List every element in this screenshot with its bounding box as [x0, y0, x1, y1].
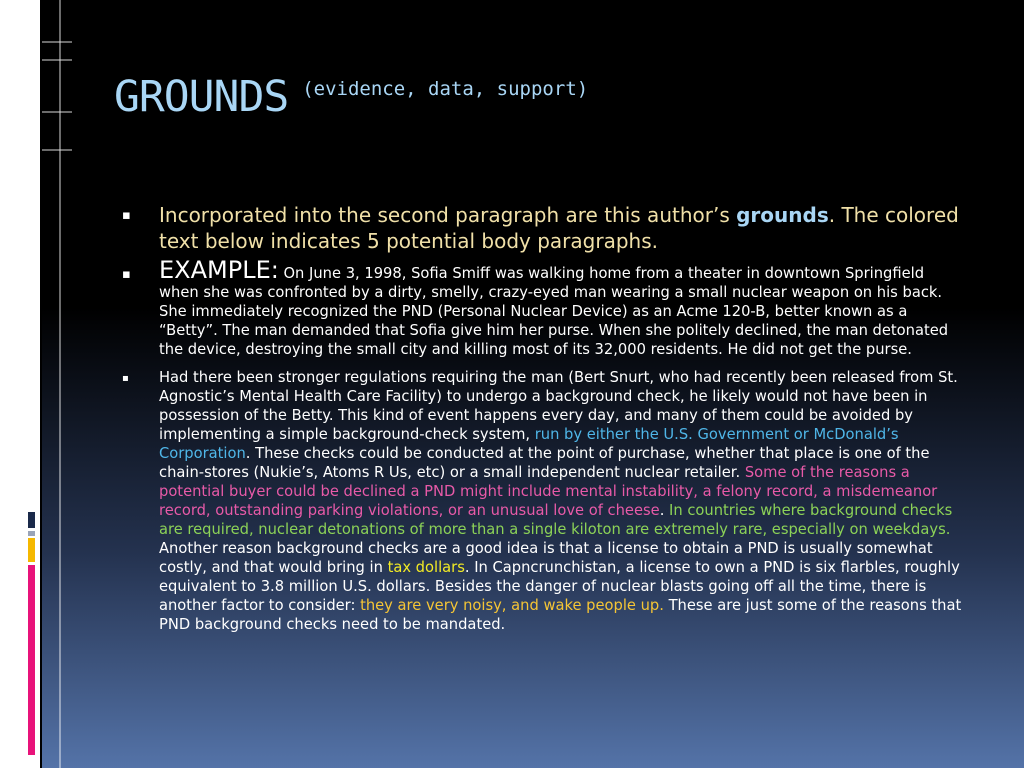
segment-text: .: [659, 502, 670, 519]
title-subtitle: (evidence, data, support): [302, 78, 589, 100]
segment-body-paragraph-3: In countries where background checks are required, nuclear detonations of more than a single kiloton are extremely rare, especially on weekdays.: [159, 502, 953, 538]
bullet-marker-icon: ▪: [122, 267, 131, 282]
bullet-list: [122, 202, 962, 634]
bullet-example: [122, 256, 962, 359]
segment-body-paragraph-1: run by either the U.S. Government or McDonald’s Corporation: [159, 426, 899, 462]
bullet1-text-before: Incorporated into the second paragraph are this author’s: [159, 203, 737, 227]
segment-body-paragraph-2: Some of the reasons a potential buyer could be declined a PND might include mental instability, a felony record, a misdemeanor record, outstanding parking violations, or an unusual love of cheese: [159, 464, 938, 519]
bullet-grounds-intro: [122, 202, 962, 254]
bullet-marker-icon: ▪: [122, 208, 131, 223]
example-label: EXAMPLE:: [159, 256, 279, 284]
deco-bar-navy: [28, 512, 35, 528]
bullet-marker-icon: ▪: [122, 373, 129, 384]
deco-bar-yellow: [28, 538, 35, 562]
title-main: GROUNDS: [114, 72, 289, 122]
slide-title: [114, 72, 588, 122]
bullet1-highlight: grounds: [736, 203, 829, 227]
segment-text: . In Capncrunchistan, a license to own a PND is six flarbles, roughly equivalent to 3.8 million U.S. dollars. Besides the danger of nuclear blasts going off all the time, there is another factor to consider:: [159, 559, 960, 614]
segment-body-paragraph-4: tax dollars: [387, 559, 465, 576]
segment-text: . These checks could be conducted at the point of purchase, whether that place is one of the chain-stores (Nukie’s, Atoms R Us, etc) or a small independent nuclear retailer.: [159, 445, 930, 481]
segment-body-paragraph-5: they are very noisy, and wake people up.: [360, 597, 664, 614]
deco-bar-pink: [28, 565, 35, 755]
example-text: On June 3, 1998, Sofia Smiff was walking home from a theater in downtown Springfield when she was confronted by a dirty, smelly, crazy-eyed man wearing a small nuclear weapon on his back. She immediately recognized the PND (Personal Nuclear Device) as an Acme 120-B, better known as a “Betty”. The man demanded that Sofia give him her purse. When she politely declined, the man detonated the device, destroying the small city and killing most of its 32,000 residents. He did not get the purse.: [159, 265, 949, 358]
deco-bar-gray: [28, 531, 35, 536]
segment-conclusion: These are just some of the reasons that PND background checks need to be mandated.: [159, 597, 962, 633]
bullet1-text-after: . The colored text below indicates 5 potential body paragraphs.: [159, 203, 959, 253]
segment-intro: Had there been stronger regulations requiring the man (Bert Snurt, who had recently been released from St. Agnostic’s Mental Health Care Facility) to undergo a background check, he likely would not have been in possession of the Betty. This kind of event happens every day, and many of them could be avoided by implementing a simple background-check system,: [159, 369, 958, 443]
slide-left-sidebar: [0, 0, 42, 768]
segment-text: Another reason background checks are a good idea is that a license to obtain a PND is usually somewhat costly, and that would bring in: [159, 540, 933, 576]
bullet-example-paragraph: [122, 368, 962, 634]
